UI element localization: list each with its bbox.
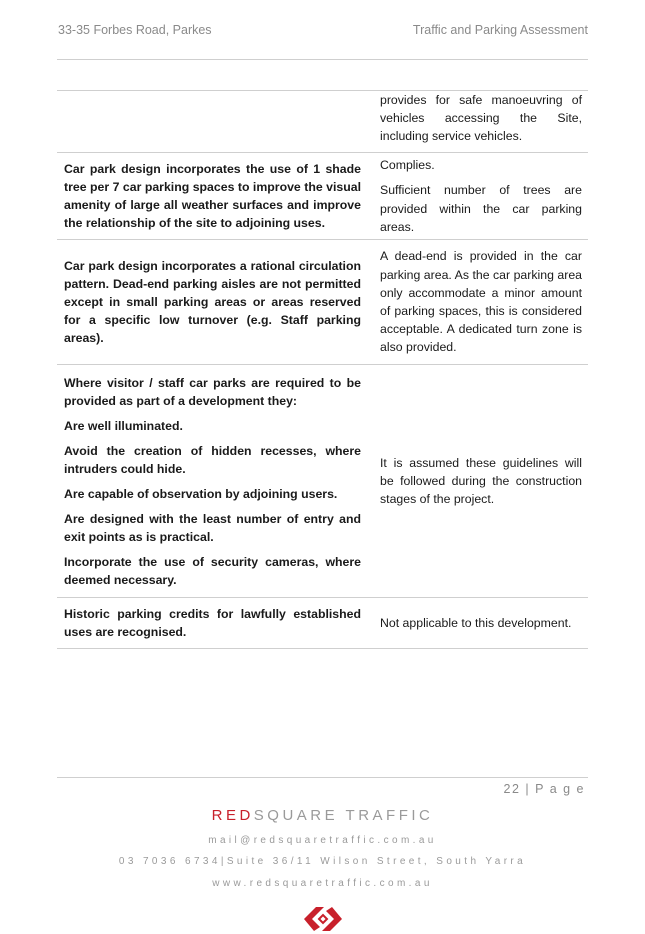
header-document-title: Traffic and Parking Assessment	[412, 23, 588, 37]
table-row	[57, 90, 588, 153]
footer-website: www.redsquaretraffic.com.au	[212, 878, 433, 889]
table-row	[57, 153, 588, 240]
response-text: Not applicable to this development.	[380, 615, 572, 630]
response-cell	[361, 91, 588, 152]
table-row	[57, 365, 588, 598]
response-text: provides for safe manoeuvring of vehicles accessing the Site, including service vehicles.	[380, 93, 582, 144]
table-row	[57, 240, 588, 365]
requirement-cell	[57, 153, 361, 239]
requirement-cell	[57, 598, 361, 648]
requirement-text: Are capable of observation by adjoining users.	[64, 486, 338, 501]
requirement-text: Car park design incorporates a rational circulation pattern. Dead-end parking aisles are not permitted except in small parking areas or areas reserved for a specific low turnover (e.g. Staff parking areas).	[64, 259, 361, 345]
response-cell	[361, 153, 588, 239]
requirement-text: Incorporate the use of security cameras, where deemed necessary.	[64, 554, 361, 587]
requirement-text: Are designed with the least number of entry and exit points as is practical.	[64, 511, 361, 544]
requirements-table	[57, 90, 588, 649]
header-address: 33-35 Forbes Road, Parkes	[58, 23, 212, 37]
requirement-text: Historic parking credits for lawfully established uses are recognised.	[64, 607, 361, 639]
footer-email: mail@redsquaretraffic.com.au	[208, 835, 437, 846]
table-row	[57, 598, 588, 649]
requirement-cell	[57, 365, 361, 597]
requirement-cell	[57, 91, 361, 152]
response-text: It is assumed these guidelines will be followed during the construction stages of the project.	[380, 455, 582, 507]
response-cell	[361, 365, 588, 597]
requirement-cell	[57, 240, 361, 364]
brand-wordmark	[0, 807, 645, 824]
requirement-text: Where visitor / staff car parks are required to be provided as part of a development they:	[64, 375, 361, 408]
response-text: A dead-end is provided in the car parking area. As the car parking area only accommodate a minor amount of parking spaces, this is considered acceptable. A dedicated turn zone is also provided.	[380, 249, 582, 355]
response-cell	[361, 240, 588, 364]
footer-phone-address: 03 7036 6734|Suite 36/11 Wilson Street, South Yarra	[118, 856, 527, 867]
requirement-text: Avoid the creation of hidden recesses, where intruders could hide.	[64, 443, 361, 476]
brand-wordmark-grey: SQUARE TRAFFIC	[253, 807, 434, 824]
header-divider	[57, 59, 588, 60]
requirement-text: Are well illuminated.	[64, 418, 183, 433]
response-cell	[361, 598, 588, 648]
brand-wordmark-red: RED	[211, 807, 254, 824]
response-text: Sufficient number of trees are provided within the car parking areas.	[380, 183, 582, 234]
requirement-text: Car park design incorporates the use of 1 shade tree per 7 car parking spaces to improve the visual amenity of large all weather surfaces and improve the relationship of the site to adjoining uses.	[64, 162, 361, 230]
page-number: 22 | P a g e	[503, 782, 585, 796]
response-text: Complies.	[380, 158, 435, 173]
redsquare-logo-icon	[300, 905, 346, 933]
footer-divider	[57, 777, 588, 778]
